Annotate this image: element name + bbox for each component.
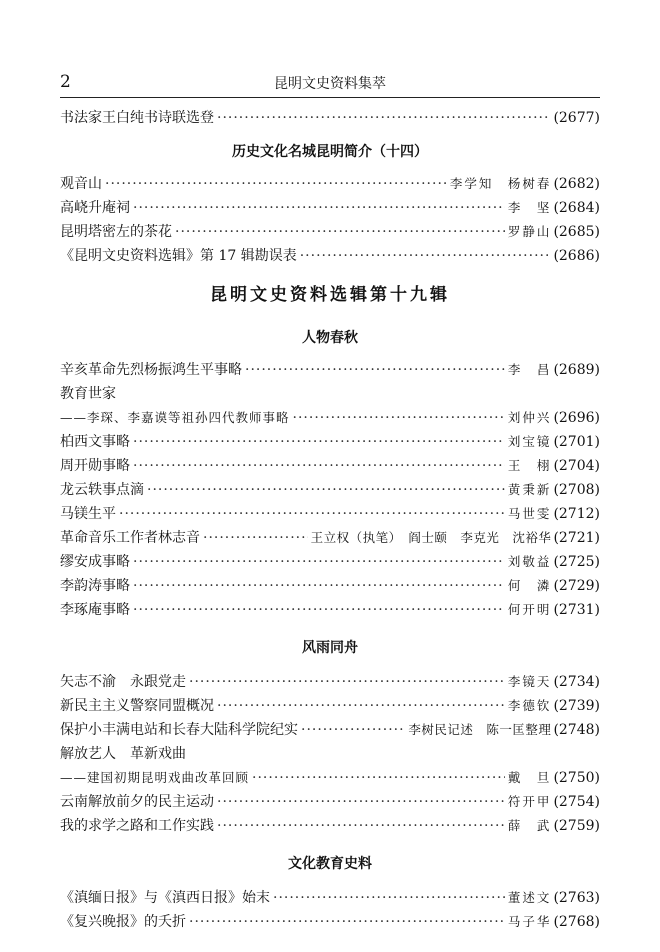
leader-dots [133,430,505,454]
entry-page: (2734) [553,674,600,690]
section-heading-storm: 风雨同舟 [302,640,358,656]
toc-entry [60,244,600,268]
entry-page: (2748) [553,722,600,738]
entry-title: 辛亥革命先烈杨振鸿生平事略 [60,362,242,378]
entry-author: 何 潾 [507,578,552,593]
entry-title: 观音山 [60,176,102,192]
entry-author: 李德钦 [507,698,552,713]
entry-author: 马子华 [507,914,552,929]
entry-author: 王 栩 [507,458,552,473]
entry-title: 新民主主义警察同盟概况 [60,698,214,714]
toc-entry [60,718,600,742]
entry-author: 马世雯 [507,506,552,521]
entry-title: 教育世家 [60,386,116,402]
leader-dots [217,106,548,130]
entry-title: 《滇缅日报》与《滇西日报》始末 [60,890,270,906]
toc-entry [60,478,600,502]
leader-dots [203,526,308,550]
entry-page: (2739) [553,698,600,714]
leader-dots [273,886,505,910]
entry-author: 刘敬益 [507,554,552,569]
entry-page: (2725) [553,554,600,570]
toc-entry [60,814,600,838]
toc-entry [60,502,600,526]
entry-page: (2689) [553,362,600,378]
entry-title: 李琢庵事略 [60,602,130,618]
toc-entry [60,526,600,550]
toc-entry [60,910,600,934]
entry-title: 龙云轶事点滴 [60,482,144,498]
entry-subtitle: ——李琛、李嘉谟等祖孙四代教师事略 [60,410,290,425]
toc-entry [60,790,600,814]
toc-entry [60,694,600,718]
entry-author: 刘宝镜 [507,434,552,449]
entry-page: (2731) [553,602,600,618]
toc-entry [60,670,600,694]
entry-page: (2712) [553,506,600,522]
volume-title: 昆明文史资料选辑第十九辑 [210,285,450,305]
entry-page: (2729) [553,578,600,594]
entry-page: (2708) [553,482,600,498]
entry-page: (2768) [553,914,600,930]
entry-author: 戴 旦 [507,770,552,785]
entry-title: 马镁生平 [60,506,116,522]
entry-author: 罗静山 [507,224,552,239]
leader-dots [293,406,505,430]
toc-entry [60,172,600,196]
entry-title: 云南解放前夕的民主运动 [60,794,214,810]
header-rule [60,97,600,98]
leader-dots [105,172,447,196]
entry-author: 刘仲兴 [507,410,552,425]
leader-dots [217,790,505,814]
entry-title: 解放艺人 革新戏曲 [60,746,186,762]
section-heading-city: 历史文化名城昆明简介（十四） [232,144,428,160]
entry-title: 周开勋事略 [60,458,130,474]
leader-dots [245,358,505,382]
toc-entry [60,598,600,622]
entry-page: (2686) [553,248,600,264]
entry-title: 柏西文事略 [60,434,130,450]
toc-entry [60,196,600,220]
leader-dots [133,598,505,622]
section-heading-people: 人物春秋 [302,330,358,346]
toc-entry [60,886,600,910]
leader-dots [133,196,505,220]
section-heading-culture: 文化教育史料 [288,856,372,872]
entry-page: (2685) [553,224,600,240]
entry-page: (2684) [553,200,600,216]
toc-entry [60,358,600,382]
leader-dots [189,670,505,694]
entry-page: (2682) [553,176,600,192]
entry-page: (2754) [553,794,600,810]
entry-title: 李韵涛事略 [60,578,130,594]
leader-dots [133,574,505,598]
entry-author: 李镜天 [507,674,552,689]
entry-author: 李 昌 [507,362,552,377]
entry-title: 书法家王白纯书诗联选登 [60,110,214,126]
entry-title: 我的求学之路和工作实践 [60,818,214,834]
entry-subtitle: ——建国初期昆明戏曲改革回顾 [60,770,250,785]
toc-entry [60,430,600,454]
entry-page: (2750) [553,770,600,786]
leader-dots [301,718,405,742]
leader-dots [300,244,549,268]
entry-page: (2763) [553,890,600,906]
entry-author: 李树民记述 陈一匡整理 [408,722,552,737]
leader-dots [147,478,505,502]
toc-entry [60,220,600,244]
leader-dots [217,814,505,838]
leader-dots [133,550,505,574]
entry-title: 缪安成事略 [60,554,130,570]
entry-title: 《复兴晚报》的夭折 [60,914,186,930]
entry-title: 革命音乐工作者林志音 [60,530,200,546]
running-header [60,70,600,96]
entry-title: 高峣升庵祠 [60,200,130,216]
entry-title: 矢志不渝 永跟党走 [60,674,186,690]
entry-author: 董述文 [507,890,552,905]
toc-entry [60,766,600,790]
toc-entry [60,406,600,430]
entry-title: 保护小丰满电站和长春大陆科学院纪实 [60,722,298,738]
entry-author: 黄秉新 [507,482,552,497]
entry-author: 薛 武 [507,818,552,833]
leader-dots [252,766,505,790]
entry-author: 李学知 杨树春 [449,176,552,191]
leader-dots [175,220,505,244]
entry-author: 何开明 [507,602,552,617]
entry-page: (2677) [553,110,600,126]
leader-dots [217,694,505,718]
leader-dots [189,910,505,934]
toc-entry [60,454,600,478]
entry-title: 《昆明文史资料选辑》第 17 辑勘误表 [60,248,297,264]
entry-author: 李 坚 [507,200,552,215]
entry-author: 符开甲 [507,794,552,809]
toc-entry [60,550,600,574]
entry-page: (2704) [553,458,600,474]
entry-author: 王立权（执笔） 阎士颐 李克光 沈裕华 [310,530,552,545]
book-title: 昆明文史资料集萃 [274,76,386,92]
entry-page: (2696) [553,410,600,426]
leader-dots [133,454,505,478]
entry-page: (2721) [553,530,600,546]
entry-title: 昆明塔密左的茶花 [60,224,172,240]
table-of-contents [60,100,600,934]
toc-entry [60,574,600,598]
leader-dots [119,502,505,526]
page-number: 2 [60,72,71,92]
toc-entry [60,106,600,130]
entry-page: (2759) [553,818,600,834]
entry-page: (2701) [553,434,600,450]
